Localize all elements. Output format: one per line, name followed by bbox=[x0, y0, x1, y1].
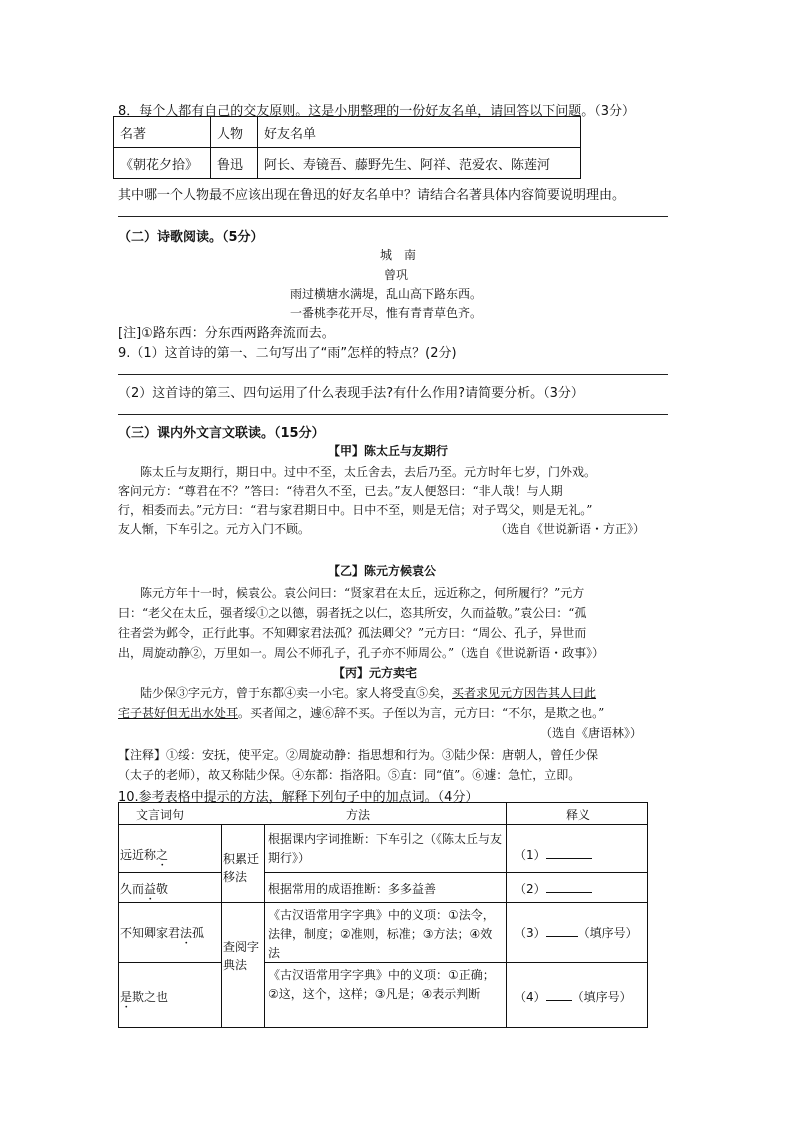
q8-prompt: 8．每个人都有自己的交友原则。这是小朋整理的一份好友名单，请回答以下问题。（3分） bbox=[118, 104, 636, 119]
q10-phrase-4 bbox=[120, 988, 168, 1011]
q8-question: 其中哪一个人物最不应该出现在鲁迅的好友名单中？请结合名著具体内容简要说明理由。 bbox=[118, 188, 626, 203]
hint-4: 《古汉语常用字字典》中的义项：①正确；②这，这个，这样；③凡是；④表示判断 bbox=[268, 968, 495, 1001]
q8-cell-person: 鲁迅 bbox=[211, 148, 258, 179]
bing-underlined-text: 买者求见元方因告其人曰此 bbox=[452, 686, 597, 700]
poem-line-2: 一番桃李花开尽，惟有青青草色齐。 bbox=[290, 306, 483, 320]
answer-label: （2） bbox=[514, 882, 546, 896]
bing-line-2 bbox=[118, 704, 604, 721]
answer-1[interactable] bbox=[514, 846, 592, 863]
phrase-text: 远近称 bbox=[120, 848, 157, 862]
yi-line: 往者尝为邺令，正行此事。不知卿家君法孤？孤法卿父？”元方曰：“周公、孔子，异世而 bbox=[118, 626, 587, 640]
q8-header-book: 名著 bbox=[114, 117, 211, 148]
jia-line: 行，相委而去。”元方曰：“君与家君期日中。日中不至，则是无信；对子骂父，则是无礼。” bbox=[118, 503, 593, 517]
yi-line: 曰：“老父在太丘，强者绥①之以德，弱者抚之以仁，恣其所安，久而益敬。”袁公曰：“孤 bbox=[118, 606, 587, 620]
answer-blank[interactable] bbox=[546, 988, 572, 1001]
bing-text: 。买者闻之，遽⑥辞不买。子侄以为言，元方曰：“不尔，是欺之也。” bbox=[238, 706, 605, 720]
q8-header-person: 人物 bbox=[211, 117, 258, 148]
answer-blank[interactable] bbox=[546, 880, 592, 893]
dotted-word: 法 bbox=[180, 926, 193, 940]
answer-line[interactable] bbox=[118, 374, 668, 375]
hint-3: 《古汉语常用字字典》中的义项：①法令，法律，制度；②准则，标准；③方法；④效法 bbox=[268, 908, 495, 960]
phrase-text: 敬 bbox=[156, 882, 169, 896]
poem-line-1: 雨过横塘水满堤，乱山高下路东西。 bbox=[290, 287, 483, 301]
dotted-word: 益 bbox=[144, 882, 157, 896]
q8-table bbox=[113, 116, 581, 179]
section3-heading: （三）课内外文言文联读。（15分） bbox=[118, 426, 325, 441]
answer-4[interactable] bbox=[514, 988, 632, 1005]
jia-title: 【甲】陈太丘与友期行 bbox=[328, 444, 449, 458]
poem-note: [注]①路东西：分东西两路奔流而去。 bbox=[118, 326, 335, 341]
answer-blank[interactable] bbox=[546, 924, 578, 937]
answer-label: （4） bbox=[514, 990, 546, 1004]
phrase-text: 欺之也 bbox=[132, 990, 169, 1004]
yi-title: 【乙】陈元方候袁公 bbox=[328, 564, 437, 578]
phrase-text: 孤 bbox=[192, 926, 205, 940]
dotted-word: 之 bbox=[156, 848, 169, 862]
jia-source: （选自《世说新语・方正》） bbox=[495, 522, 646, 536]
q10-prompt: 10.参考表格中提示的方法，解释下列句子中的加点词。（4分） bbox=[118, 790, 479, 805]
yi-line: 陈元方年十一时，候袁公。袁公问曰：“贤家君在太丘，远近称之，何所履行？”元方 bbox=[140, 586, 585, 600]
answer-2[interactable] bbox=[514, 880, 592, 897]
q10-phrase-2 bbox=[120, 880, 168, 903]
q8-cell-friends: 阿长、寿镜吾、藤野先生、阿祥、范爱农、陈莲河 bbox=[258, 148, 581, 179]
dotted-word: 是 bbox=[120, 990, 133, 1004]
q10-header-method: 方法 bbox=[346, 808, 371, 822]
bing-text: 陆少保③字元方，曾于东都④卖一小宅。家人将受直⑤矣， bbox=[140, 686, 453, 700]
q10-header-phrase: 文言词句 bbox=[136, 808, 185, 822]
notes-line: （太子的老师），故又称陆少保。④东都：指洛阳。⑤直：同“值”。⑥遽：急忙，立即。 bbox=[118, 768, 581, 782]
q9-2: （2）这首诗的第三、四句运用了什么表现手法?有什么作用?请简要分析。（3分） bbox=[118, 386, 584, 401]
answer-line[interactable] bbox=[118, 414, 668, 415]
q8-cell-book: 《朝花夕拾》 bbox=[114, 148, 211, 179]
q10-phrase-1 bbox=[120, 846, 168, 869]
bing-underlined-text: 宅子甚好但无出水处耳 bbox=[118, 706, 239, 720]
bing-line-1 bbox=[140, 684, 596, 701]
q10-header-meaning: 释义 bbox=[566, 808, 591, 822]
jia-line: 友人惭，下车引之。元方入门不顾。 bbox=[118, 522, 311, 536]
answer-line[interactable] bbox=[118, 216, 668, 217]
phrase-text: 久而 bbox=[120, 882, 145, 896]
q10-table bbox=[118, 802, 648, 1028]
yi-line: 出，周旋动静②，万里如一。周公不师孔子，孔子亦不师周公。”（选自《世说新语・政事》） bbox=[118, 646, 605, 660]
poem-author: 曾巩 bbox=[384, 268, 409, 282]
method-dictionary: 查阅字典法 bbox=[223, 940, 260, 972]
answer-label: （1） bbox=[514, 848, 546, 862]
answer-blank[interactable] bbox=[546, 846, 592, 859]
bing-title: 【丙】元方卖宅 bbox=[333, 666, 418, 680]
phrase-text: 不知卿家君 bbox=[120, 926, 181, 940]
notes-line: 【注释】①绥：安抚，使平定。②周旋动静：指思想和行为。③陆少保：唐朝人，曾任少保 bbox=[118, 748, 599, 762]
jia-line: 客问元方：“尊君在不？”答曰：“待君久不至，已去。”友人便怒曰：“非人哉！与人期 bbox=[118, 484, 563, 498]
answer-label: （3） bbox=[514, 926, 546, 940]
jia-line: 陈太丘与友期行，期日中。过中不至，太丘舍去，去后乃至。元方时年七岁，门外戏。 bbox=[140, 465, 597, 479]
answer-suffix: （填序号） bbox=[571, 990, 632, 1004]
q10-phrase-3 bbox=[120, 924, 204, 947]
q9-1: 9.（1）这首诗的第一、二句写出了“雨”怎样的特点？(2分) bbox=[118, 346, 457, 361]
answer-3[interactable] bbox=[514, 924, 638, 941]
answer-suffix: （填序号） bbox=[577, 926, 638, 940]
hint-1: 根据课内字词推断：下车引之（《陈太丘与友期行》） bbox=[268, 832, 503, 865]
method-accumulate: 积累迁移法 bbox=[223, 852, 260, 884]
poem-title: 城 南 bbox=[380, 248, 417, 262]
bing-source: （选自《唐语林》） bbox=[540, 726, 643, 740]
hint-2: 根据常用的成语推断：多多益善 bbox=[268, 882, 437, 896]
q8-header-friends: 好友名单 bbox=[258, 117, 581, 148]
section2-heading: （二）诗歌阅读。（5分） bbox=[118, 230, 264, 245]
